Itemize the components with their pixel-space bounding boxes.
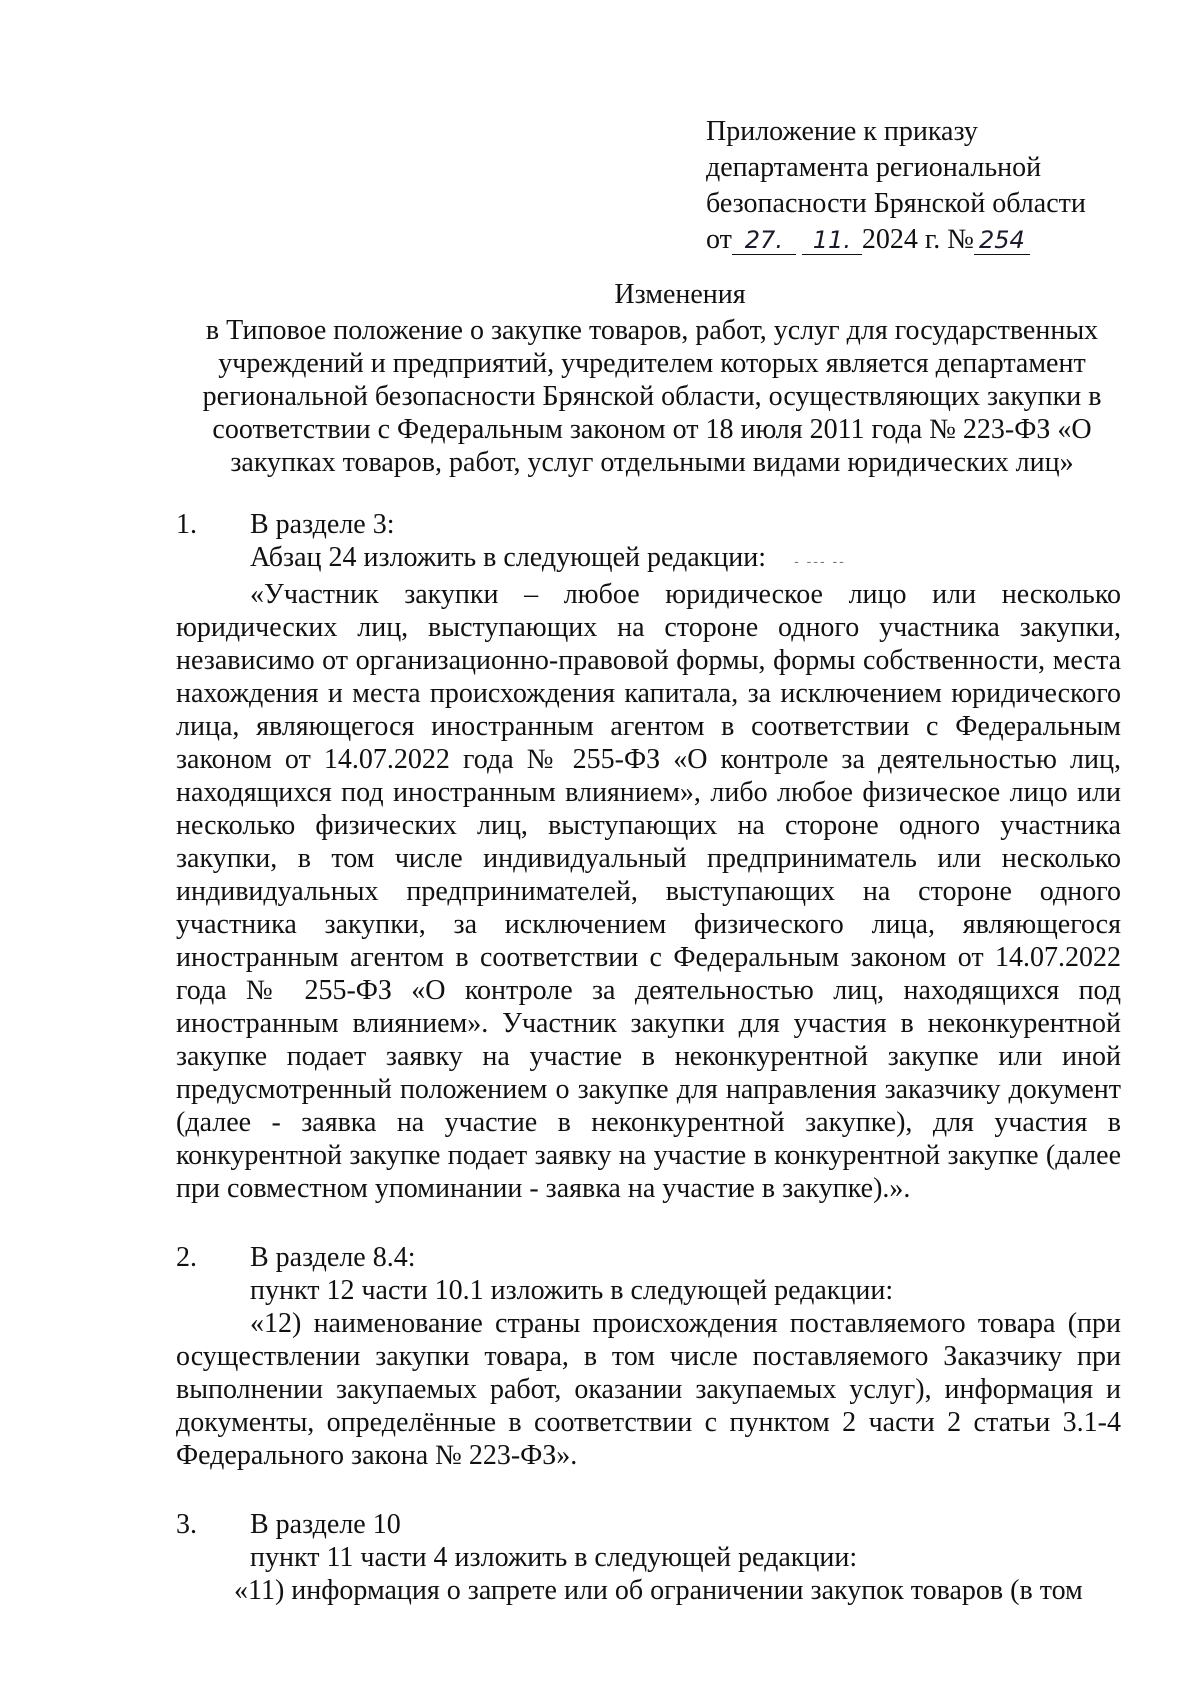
- appendix-date-line: [706, 222, 1146, 258]
- section-1-header: [176, 508, 1121, 541]
- appendix-line-3: безопасности Брянской области: [706, 188, 1086, 219]
- section-1-text: «Участник закупки – любое юридическое лицо или несколько юридических лиц, выступающих на стороне одного участника закупки, независимо от организационно-правовой формы, формы собственности, места нахождения и места происхождения капитала, за исключением юридического лица, являющегося иностранным агентом в соответствии с Федеральным законом от 14.07.2022 года № 255-ФЗ «О контроле за деятельностью лиц, находящихся под иностранным влиянием», либо любое физическое лицо или несколько физических лиц, выступающих на стороне одного участника закупки, в том числе индивидуальный предприниматель или несколько индивидуальных предпринимателей, выступающих на стороне одного участника закупки, за исключением физического лица, являющегося иностранным агентом в соответствии с Федеральным законом от 14.07.2022 года № 255-ФЗ «О контроле за деятельностью лиц, находящихся под иностранным влиянием». Участник закупки для участия в неконкурентной закупке подает заявку на участие в неконкурентной закупке или иной предусмотренный положением о закупке для направления заказчику документ (далее - заявка на участие в неконкурентной закупке), для участия в конкурентной закупке подает заявку на участие в конкурентной закупке (далее при совместном упоминании - заявка на участие в закупке).».: [176, 579, 1121, 1204]
- section-3-instruction: пункт 11 части 4 изложить в следующей редакции:: [250, 1542, 858, 1573]
- section-2-instruction: пункт 12 части 10.1 изложить в следующей редакции:: [250, 1275, 894, 1306]
- document-body: [176, 508, 1121, 1643]
- section-2: [176, 1241, 1121, 1472]
- handwritten-month: 11.: [802, 226, 862, 255]
- section-3-text: «11) информация о запрете или об ограничении закупок товаров (в том: [234, 1575, 1083, 1606]
- section-2-header: [176, 1241, 1121, 1274]
- date-year: 2024 г. №: [861, 224, 974, 255]
- date-prefix: от: [706, 224, 732, 255]
- section-1-instruction-line: [176, 541, 1121, 578]
- section-3-title: В разделе 10: [250, 1509, 401, 1540]
- section-3: [176, 1508, 1121, 1607]
- document-heading: в Типовое положение о закупке товаров, работ, услуг для государственных учреждений и предприятий, учредителем которых является департамент региональной безопасности Брянской области, осуществляющих закупки в соответствии с Федеральным законом от 18 июля 2011 года № 223-ФЗ «О закупках товаров, работ, услуг отдельными видами юридических лиц»: [202, 315, 1102, 478]
- appendix-line-2: департамента региональной: [706, 152, 1042, 183]
- appendix-header: [706, 114, 1146, 258]
- section-2-text: «12) наименование страны происхождения поставляемого товара (при осуществлении закупки товара, в том числе поставляемого Заказчику при выполнении закупаемых работ, оказании закупаемых услуг), информация и документы, определённые в соответствии с пунктом 2 части 2 статьи 3.1-4 Федерального закона № 223-ФЗ».: [176, 1308, 1121, 1471]
- section-3-number: 3.: [176, 1509, 197, 1540]
- section-1-instruction: Абзац 24 изложить в следующей редакции:: [250, 542, 767, 573]
- appendix-line-1: Приложение к приказу: [706, 116, 978, 147]
- handwritten-order-number: 254: [974, 226, 1030, 255]
- section-2-title: В разделе 8.4:: [250, 1242, 416, 1273]
- document-title: Изменения: [614, 279, 746, 310]
- section-1-title: В разделе 3:: [250, 509, 395, 540]
- scan-mark-icon: - --- --: [794, 553, 846, 569]
- section-3-header: [176, 1508, 1121, 1541]
- section-1-number: 1.: [176, 509, 197, 540]
- section-1: [176, 508, 1121, 1205]
- handwritten-day: 27.: [732, 226, 796, 255]
- section-2-number: 2.: [176, 1242, 197, 1273]
